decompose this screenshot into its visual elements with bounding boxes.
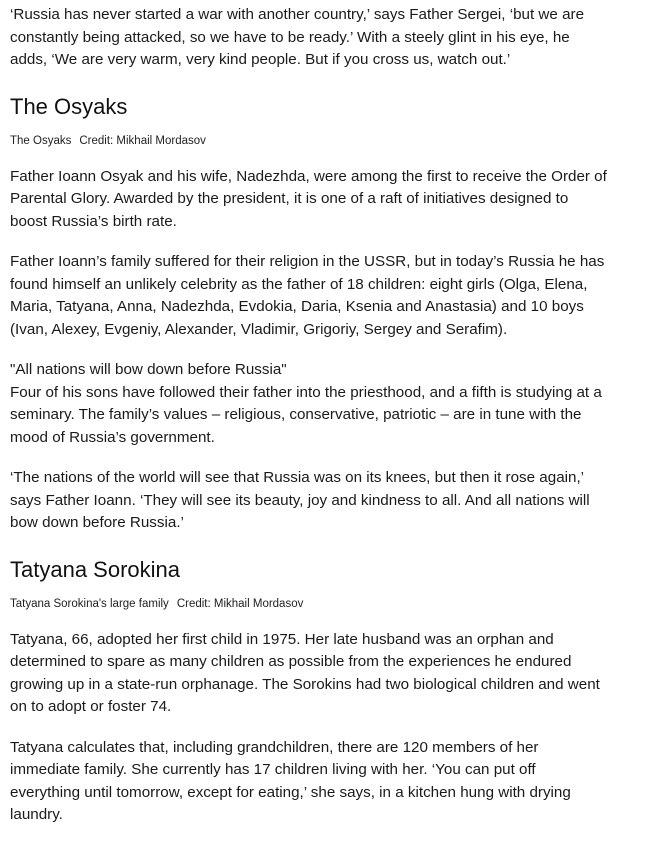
text-line: on to adopt or foster 74. xyxy=(10,698,172,715)
section-heading-sorokina: Tatyana Sorokina xyxy=(10,556,180,582)
caption-credit: Credit: Mikhail Mordasov xyxy=(176,597,304,610)
sorokina-paragraph-2 xyxy=(10,737,653,827)
text-line: (Ivan, Alexey, Evgeniy, Alexander, Vladimir, Grigoriy, Sergey and Serafim). xyxy=(10,320,508,338)
text-line: boost Russia’s birth rate. xyxy=(10,212,177,230)
caption-credit: Credit: Mikhail Mordasov xyxy=(79,134,206,147)
caption-text: Tatyana Sorokina's large family xyxy=(10,597,169,610)
text-line: laundry. xyxy=(10,806,63,823)
text-line: Parental Glory. Awarded by the president, it is one of a raft of initiatives designed to xyxy=(10,190,569,207)
osyaks-paragraph-4 xyxy=(10,467,653,535)
text-line: constantly being attacked, so we have to be ready.’ With a steely glint in his eye, he xyxy=(10,28,570,46)
text-line: ‘Russia has never started a war with another country,’ says Father Sergei, ‘but we are xyxy=(10,6,585,23)
photo-caption-osyaks xyxy=(10,134,653,148)
pull-quote: "All nations will bow down before Russia" xyxy=(10,361,287,378)
osyaks-paragraph-3 xyxy=(10,382,653,450)
section-heading-osyaks: The Osyaks xyxy=(10,93,128,119)
text-line: Father Ioann’s family suffered for their religion in the USSR, but in today’s Russia he has xyxy=(10,253,605,270)
text-line: found himself an unlikely celebrity as the father of 18 children: eight girls (Olga, Elena, xyxy=(10,275,588,293)
text-line: ‘The nations of the world will see that Russia was on its knees, but then it rose again,’ xyxy=(10,469,585,486)
text-line: mood of Russia’s government. xyxy=(10,428,215,446)
caption-text: The Osyaks xyxy=(10,134,72,147)
text-line: Maria, Tatyana, Anna, Nadezhda, Evdokia, Daria, Ksenia and Anastasia) and 10 boys xyxy=(10,298,584,315)
text-line: Four of his sons have followed their father into the priesthood, and a fifth is studying at a xyxy=(10,383,602,401)
text-line: everything until tomorrow, except for eating,’ she says, in a kitchen hung with drying xyxy=(10,783,571,801)
text-line: Tatyana calculates that, including grandchildren, there are 120 members of her xyxy=(10,738,539,756)
text-line: Father Ioann Osyak and his wife, Nadezhda, were among the first to receive the Order of xyxy=(10,167,607,185)
photo-caption-sorokina xyxy=(10,597,653,611)
text-line: Tatyana, 66, adopted her first child in 1975. Her late husband was an orphan and xyxy=(10,630,554,648)
text-line: says Father Ioann. ‘They will see its beauty, joy and kindness to all. And all nations will xyxy=(10,491,590,509)
text-line: growing up in a state-run orphanage. The Sorokins had two biological children and went xyxy=(10,675,600,693)
text-line: determined to spare as many children as possible from the experiences he endured xyxy=(10,653,572,670)
intro-paragraph xyxy=(10,0,653,72)
text-line: seminary. The family’s values – religious, conservative, patriotic – are in tune with the xyxy=(10,406,582,423)
sorokina-paragraph-1 xyxy=(10,629,653,719)
text-line: bow down before Russia.’ xyxy=(10,514,184,531)
osyaks-paragraph-2 xyxy=(10,251,653,341)
text-line: adds, ‘We are very warm, very kind people. But if you cross us, watch out.’ xyxy=(10,51,511,68)
text-line: immediate family. She currently has 17 children living with her. ‘You can put off xyxy=(10,761,536,778)
osyaks-paragraph-1 xyxy=(10,166,653,234)
